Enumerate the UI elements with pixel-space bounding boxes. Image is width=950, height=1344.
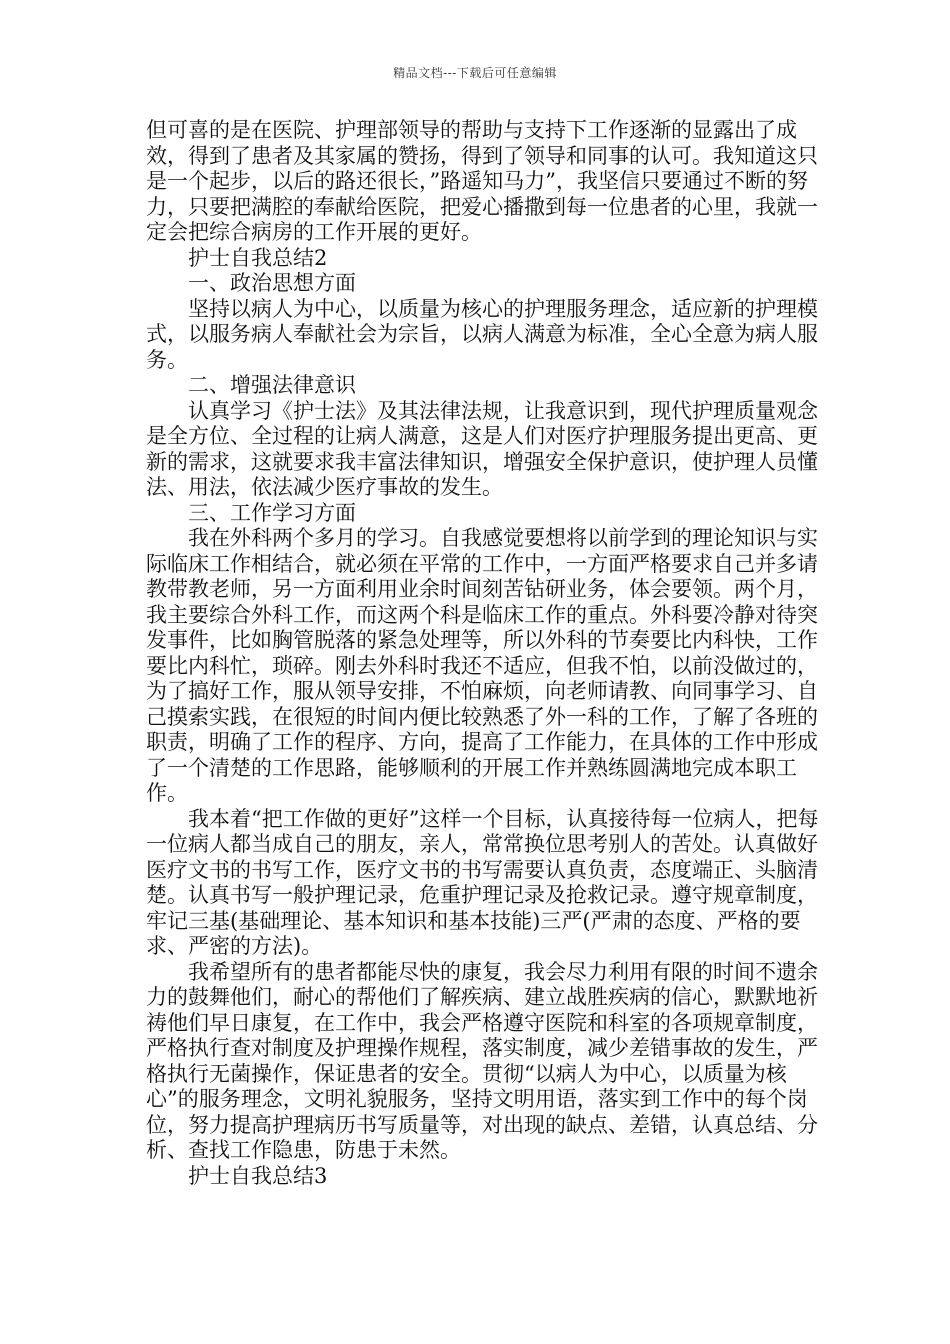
paragraph-work-study: 我在外科两个多月的学习。自我感觉要想将以前学到的理论知识与实际临床工作相结合，就必须在平常的工作中，一方面严格要求自己并多请教带教老师，另一方面利用业余时间刻苦钻研业务，体会要领。两个月，我主要综合外科工作，而这两个科是临床工作的重点。外科要冷静对待突发事件，比如胸管脱落的紧急处理等，所以外科的节奏要比内科快，工作要比内科忙，琐碎。刚去外科时我还不适应，但我不怕，以前没做过的，为了搞好工作，服从领导安排，不怕麻烦，向老师请教、向同事学习、自己摸索实践，在很短的时间内便比较熟悉了外一科的工作，了解了各班的职责，明确了工作的程序、方向，提高了工作能力，在具体的工作中形成了一个清楚的工作思路，能够顺利的开展工作并熟练圆满地完成本职工作。: [146, 526, 818, 805]
paragraph-political-thought: 坚持以病人为中心，以质量为核心的护理服务理念，适应新的护理模式，以服务病人奉献社会为宗旨，以病人满意为标准，全心全意为病人服务。: [146, 296, 818, 372]
section-heading-summary-3: 护士自我总结3: [188, 1163, 328, 1188]
section-heading-summary-2: 护士自我总结2: [188, 245, 328, 270]
paragraph-intro-continued: 但可喜的是在医院、护理部领导的帮助与支持下工作逐渐的显露出了成效，得到了患者及其家属的赞扬，得到了领导和同事的认可。我知道这只是一个起步，以后的路还很长，”路遥知马力”，我坚信只要通过不断的努力，只要把满腔的奉献给医院，把爱心播撒到每一位患者的心里，我就一定会把综合病房的工作开展的更好。: [146, 118, 818, 244]
paragraph-work-attitude: 我本着“把工作做的更好”这样一个目标，认真接待每一位病人，把每一位病人都当成自己的朋友，亲人，常常换位思考别人的苦处。认真做好医疗文书的书写工作，医疗文书的书写需要认真负责，态度端正、头脑清楚。认真书写一般护理记录，危重护理记录及抢救记录。遵守规章制度，牢记三基(基础理论、基本知识和基本技能)三严(严肃的态度、严格的要求、严密的方法)。: [146, 806, 819, 958]
paragraph-legal-awareness: 认真学习《护士法》及其法律法规，让我意识到，现代护理质量观念是全方位、全过程的让病人满意，这是人们对医疗护理服务提出更高、更新的需求，这就要求我丰富法律知识，增强安全保护意识，使护理人员懂法、用法，依法减少医疗事故的发生。: [146, 398, 818, 499]
page-header: 精品文档---下载后可任意编辑: [393, 66, 557, 80]
paragraph-patient-care: 我希望所有的患者都能尽快的康复，我会尽力利用有限的时间不遗余力的鼓舞他们，耐心的帮他们了解疾病、建立战胜疾病的信心，默默地祈祷他们早日康复，在工作中，我会严格遵守医院和科室的各项规章制度，严格执行查对制度及护理操作规程，落实制度，减少差错事故的发生，严格执行无菌操作，保证患者的安全。贯彻“以病人为中心，以质量为核心”的服务理念，文明礼貌服务，坚持文明用语，落实到工作中的每个岗位，努力提高护理病历书写质量等，对出现的缺点、差错，认真总结、分析、查找工作隐患，防患于未然。: [146, 959, 818, 1162]
document-body: [146, 118, 836, 1189]
subheading-political-thought: 一、政治思想方面: [188, 271, 356, 295]
subheading-work-study: 三、工作学习方面: [188, 500, 356, 525]
subheading-legal-awareness: 二、增强法律意识: [188, 373, 356, 397]
